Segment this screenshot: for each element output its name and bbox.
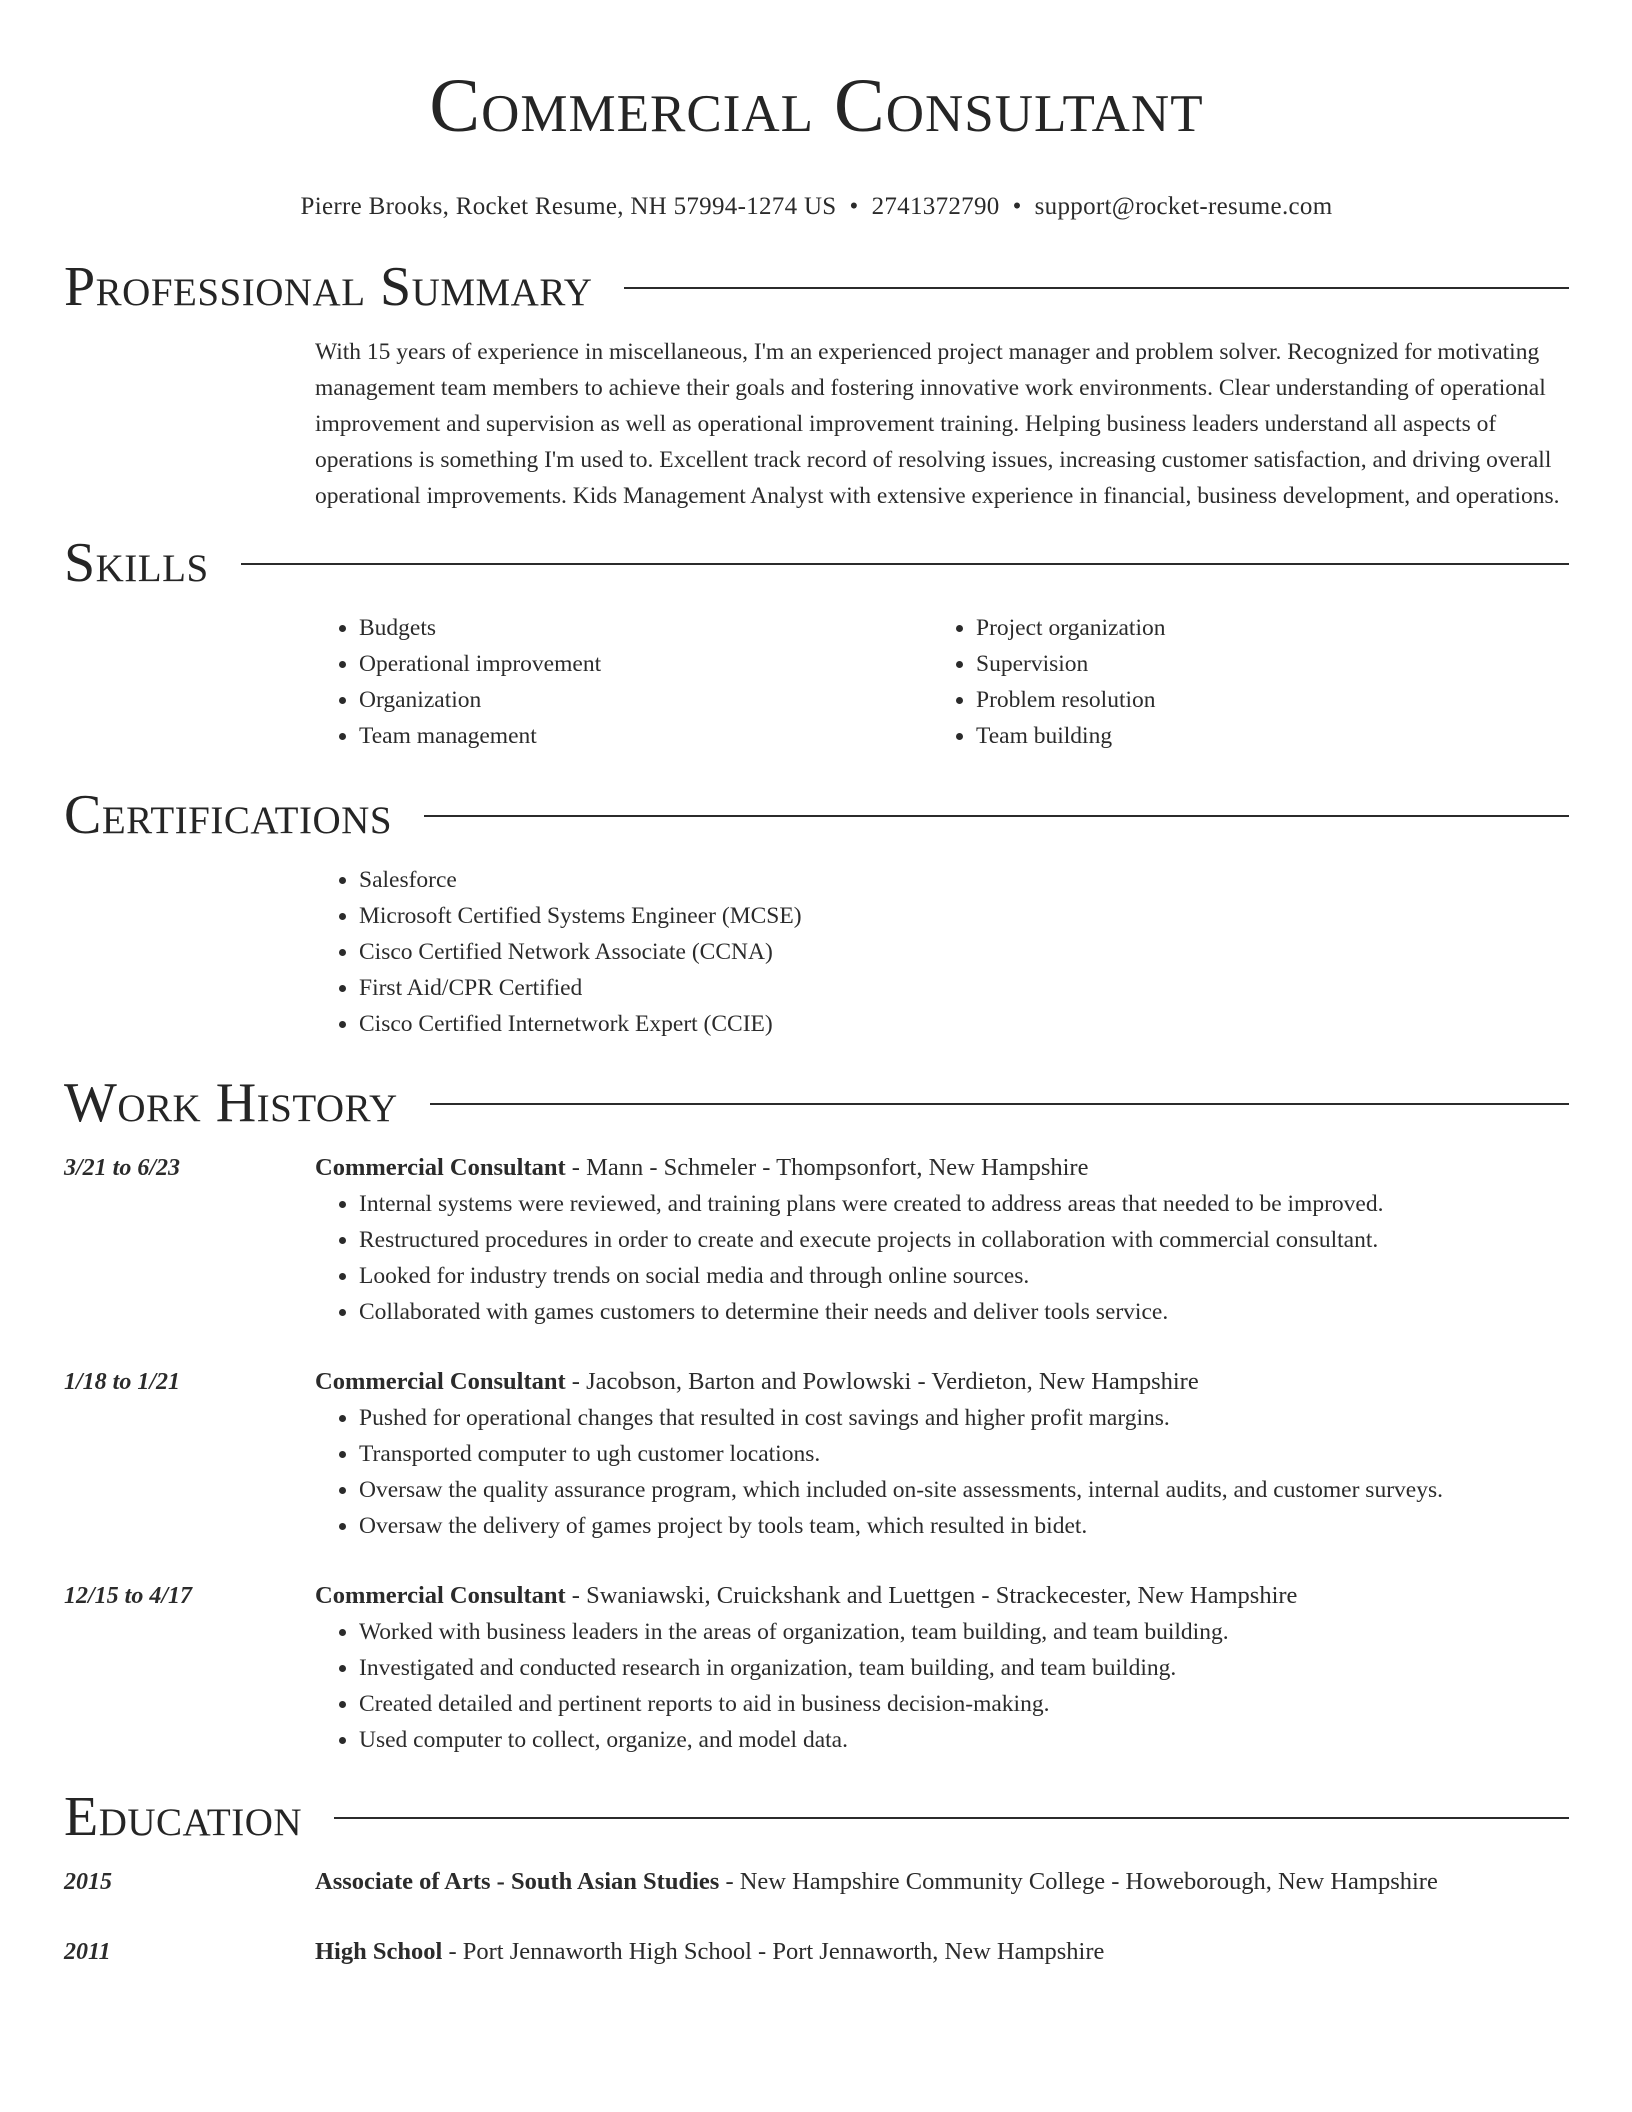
job-bullet: • Investigated and conducted research in organization, team building, and team building. [359, 1650, 1569, 1686]
section-divider [624, 287, 1569, 289]
job-bullet: • Restructured procedures in order to create and execute projects in collaboration with commercial consultant. [359, 1222, 1569, 1258]
resume-name-title: Commercial Consultant [429, 64, 1204, 148]
job-title: Commercial Consultant [315, 1582, 566, 1609]
job-employer: - Jacobson, Barton and Powlowski - Verdieton, New Hampshire [565, 1368, 1199, 1395]
job-main [315, 1578, 1569, 1758]
section-divider [424, 815, 1569, 817]
section-title-education: Education [64, 1786, 303, 1848]
education-entry [64, 1934, 1569, 1970]
section-header [64, 1784, 1569, 1850]
section-title-certifications: Certifications [64, 784, 393, 846]
skill-item: • Team building [976, 718, 1549, 754]
education-entry [64, 1864, 1569, 1900]
job-entry [64, 1364, 1569, 1544]
education-degree: Associate of Arts - South Asian Studies [315, 1868, 720, 1895]
job-main [315, 1150, 1569, 1330]
job-bullet: • Created detailed and pertinent reports to aid in business decision-making. [359, 1686, 1569, 1722]
education-heading [315, 1934, 1569, 1970]
skills-section [64, 530, 1569, 754]
education-section [64, 1784, 1569, 1970]
job-entry [64, 1578, 1569, 1758]
education-year: 2015 [64, 1869, 112, 1895]
section-header [64, 530, 1569, 596]
summary-body [315, 334, 1569, 514]
job-bullets [315, 1614, 1569, 1758]
section-header [64, 782, 1569, 848]
section-header [64, 254, 1569, 320]
contact-separator: • [1012, 193, 1022, 220]
skill-item: • Operational improvement [359, 646, 932, 682]
skill-item: • Organization [359, 682, 932, 718]
job-dates: 3/21 to 6/23 [64, 1155, 181, 1181]
job-bullet: • Oversaw the delivery of games project by tools team, which resulted in bidet. [359, 1508, 1569, 1544]
education-school: - Port Jennaworth High School - Port Jennaworth, New Hampshire [442, 1938, 1105, 1965]
job-dates: 1/18 to 1/21 [64, 1369, 181, 1395]
job-bullet: • Pushed for operational changes that resulted in cost savings and higher profit margins. [359, 1400, 1569, 1436]
section-divider [241, 563, 1569, 565]
job-bullet: • Collaborated with games customers to determine their needs and deliver tools service. [359, 1294, 1569, 1330]
education-school: - New Hampshire Community College - Howeborough, New Hampshire [719, 1868, 1438, 1895]
job-bullet: • Oversaw the quality assurance program, which included on-site assessments, internal audits, and customer surveys. [359, 1472, 1569, 1508]
certification-item: • Cisco Certified Network Associate (CCNA) [359, 934, 1569, 970]
section-title-summary: Professional Summary [64, 256, 593, 318]
skill-item: • Team management [359, 718, 932, 754]
education-year: 2011 [64, 1939, 111, 1965]
job-main [315, 1364, 1569, 1544]
job-bullets [315, 1400, 1569, 1544]
summary-text: With 15 years of experience in miscellaneous, I'm an experienced project manager and problem solver. Recognized for motivating management team members to achieve their goals and fostering innovative work environments. Clear understanding of operational improvement and supervision as well as operational improvement training. Helping business leaders understand all aspects of operations is something I'm used to. Excellent track record of resolving issues, increasing customer satisfaction, and driving overall operational improvements. Kids Management Analyst with extensive experience in financial, business development, and operations. [315, 339, 1560, 509]
contact-address: Pierre Brooks, Rocket Resume, NH 57994-1274 US [300, 193, 837, 220]
certification-item: • First Aid/CPR Certified [359, 970, 1569, 1006]
contact-phone: 2741372790 [871, 193, 1000, 220]
skills-grid [315, 610, 1569, 754]
section-title-work-history: Work History [64, 1072, 398, 1134]
job-heading [315, 1364, 1569, 1400]
job-bullet: • Internal systems were reviewed, and training plans were created to address areas that needed to be improved. [359, 1186, 1569, 1222]
job-bullet: • Worked with business leaders in the areas of organization, team building, and team building. [359, 1614, 1569, 1650]
skills-list-right [932, 610, 1549, 754]
certifications-section [64, 782, 1569, 1042]
education-heading [315, 1864, 1569, 1900]
job-bullets [315, 1186, 1569, 1330]
skill-item: • Problem resolution [976, 682, 1549, 718]
job-employer: - Mann - Schmeler - Thompsonfort, New Hampshire [565, 1154, 1089, 1181]
section-header [64, 1070, 1569, 1136]
job-dates: 12/15 to 4/17 [64, 1583, 193, 1609]
certifications-body [315, 862, 1569, 1042]
contact-line [64, 190, 1569, 224]
skill-item: • Budgets [359, 610, 932, 646]
certification-item: • Microsoft Certified Systems Engineer (MCSE) [359, 898, 1569, 934]
education-degree: High School [315, 1938, 443, 1965]
skill-item: • Project organization [976, 610, 1549, 646]
section-divider [334, 1817, 1569, 1819]
work-history-section [64, 1070, 1569, 1758]
section-divider [430, 1103, 1569, 1105]
job-heading [315, 1150, 1569, 1186]
contact-separator: • [849, 193, 859, 220]
certification-item: • Cisco Certified Internetwork Expert (CCIE) [359, 1006, 1569, 1042]
job-entry [64, 1150, 1569, 1330]
skill-item: • Supervision [976, 646, 1549, 682]
job-employer: - Swaniawski, Cruickshank and Luettgen - Strackecester, New Hampshire [565, 1582, 1298, 1609]
certification-item: • Salesforce [359, 862, 1569, 898]
professional-summary-section [64, 254, 1569, 514]
job-bullet: • Transported computer to ugh customer locations. [359, 1436, 1569, 1472]
job-bullet: • Used computer to collect, organize, and model data. [359, 1722, 1569, 1758]
job-title: Commercial Consultant [315, 1154, 566, 1181]
job-title: Commercial Consultant [315, 1368, 566, 1395]
job-bullet: • Looked for industry trends on social media and through online sources. [359, 1258, 1569, 1294]
job-heading [315, 1578, 1569, 1614]
contact-email: support@rocket-resume.com [1034, 193, 1333, 220]
skills-list-left [315, 610, 932, 754]
certifications-list [315, 862, 1569, 1042]
section-title-skills: Skills [64, 532, 209, 594]
